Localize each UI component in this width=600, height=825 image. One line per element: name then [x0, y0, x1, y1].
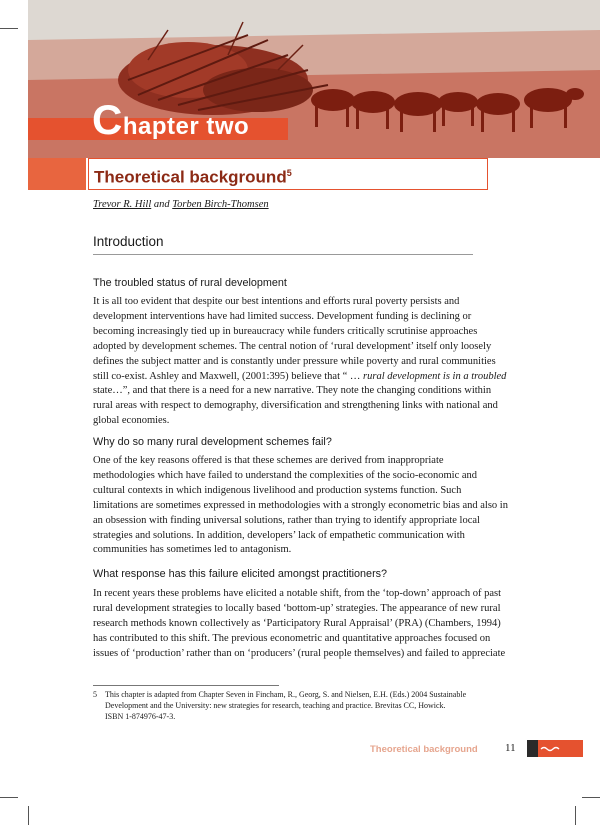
- introduction-rule: [93, 254, 473, 255]
- section-heading-troubled-status: The troubled status of rural development: [93, 277, 287, 289]
- paragraph-response: [93, 587, 506, 662]
- footnote: [93, 690, 466, 722]
- paragraph-line: communities has sometimes led to antagonism.: [93, 544, 292, 556]
- paragraph-line-start: still co-exist. Ashley and Maxwell, (2001:395) believe that “ …: [93, 370, 364, 382]
- footnote-line: Development and the University: new strategies for research, teaching and practice. Brevitas CC, Howick.: [105, 700, 446, 710]
- paragraph-line: strategies and solutions. In addition, developers’ lack of empathetic communication with: [93, 529, 465, 541]
- chapter-initial: C: [92, 96, 123, 143]
- chapter-title: [92, 96, 250, 147]
- paragraph-line: global economies.: [93, 415, 170, 427]
- author-2: Torben Birch-Thomsen: [172, 199, 269, 210]
- running-footer-title: Theoretical background: [370, 744, 478, 755]
- footnote-line: ISBN 1-874976-47-3.: [105, 711, 176, 721]
- crop-mark: [582, 797, 600, 798]
- section-title-text: Theoretical background: [94, 167, 287, 187]
- section-title: [94, 160, 292, 191]
- footnote-rule: [93, 685, 279, 686]
- footnote-number: 5: [93, 690, 97, 699]
- section-title-footnote-mark: 5: [286, 168, 292, 178]
- author-line: [93, 199, 269, 210]
- crop-mark: [0, 28, 18, 29]
- page-number: 11: [505, 742, 516, 754]
- paragraph-troubled-status: [93, 295, 507, 429]
- paragraph-line: One of the key reasons offered is that these schemes are derived from inappropriate: [93, 455, 444, 466]
- paragraph-line: state…”, and that there is a need for a new narrative. They note the changing conditions within: [93, 385, 492, 397]
- crop-mark: [575, 806, 576, 825]
- paragraph-line: an obsession with finding universal solutions, rather than trying to identify appropriate local: [93, 514, 480, 526]
- paragraph-line: research methods known collectively as ‘Participatory Rural Appraisal’ (PRA) (Chambers, 1994): [93, 617, 501, 629]
- paragraph-line: becoming increasingly tied up in bureaucracy while funders critically scrutinise approaches: [93, 325, 478, 337]
- paragraph-line: defines the subject matter and is constantly under pressure while poverty and rural communities: [93, 355, 496, 367]
- paragraph-line: issues of ‘production’ rather than on ‘producers’ (rural people themselves) and failed to appreciate: [93, 647, 506, 659]
- author-conjunction: and: [153, 199, 170, 210]
- paragraph-line: has contributed to this shift. The previous econometric and quantitative approaches focused on: [93, 632, 491, 644]
- footer-tab: [527, 740, 583, 757]
- paragraph-line: rural areas with respect to demography, diversification and strengthening links with national and: [93, 400, 498, 412]
- paragraph-line: limitations are sometimes expressed in methodologies with a strongly econometric bias and also in: [93, 499, 508, 511]
- chapter-title-rest: hapter two: [122, 113, 250, 140]
- paragraph-line: In recent years these problems have elicited a notable shift, from the ‘top-down’ approach of past: [93, 588, 501, 599]
- footnote-text: [93, 690, 466, 722]
- wave-icon: [527, 740, 583, 757]
- paragraph-line: cultural contexts in which indigenous livelihood and production systems function. Such: [93, 484, 462, 496]
- paragraph-line: It is all too evident that despite our best intentions and efforts rural poverty persists and: [93, 296, 460, 307]
- paragraph-line: methodologies which have failed to understand the complexities of the socio-economic and: [93, 469, 478, 481]
- paragraph-schemes-fail: [93, 454, 508, 558]
- paragraph-line: adopted by development schemes. The central notion of ‘rural development’ itself only loosely: [93, 340, 492, 352]
- crop-mark: [28, 806, 29, 825]
- paragraph-line: [93, 370, 507, 385]
- paragraph-line: rural development strategies to locally based ‘bottom-up’ strategies. The appearance of new rural: [93, 602, 501, 614]
- italic-quote: rural development is in a troubled: [363, 370, 507, 382]
- crop-mark: [0, 797, 18, 798]
- introduction-heading: Introduction: [93, 234, 164, 249]
- paragraph-line: development interventions have had limited success. Development funding is declining or: [93, 310, 472, 322]
- footnote-line: This chapter is adapted from Chapter Seven in Fincham, R., Georg, S. and Nielsen, E.H. (Eds.) 2004 Sustainable: [105, 690, 467, 699]
- author-1: Trevor R. Hill: [93, 199, 152, 210]
- section-heading-response: What response has this failure elicited amongst practitioners?: [93, 568, 388, 580]
- section-heading-schemes-fail: Why do so many rural development schemes fail?: [93, 436, 332, 448]
- section-title-accent: [28, 158, 86, 190]
